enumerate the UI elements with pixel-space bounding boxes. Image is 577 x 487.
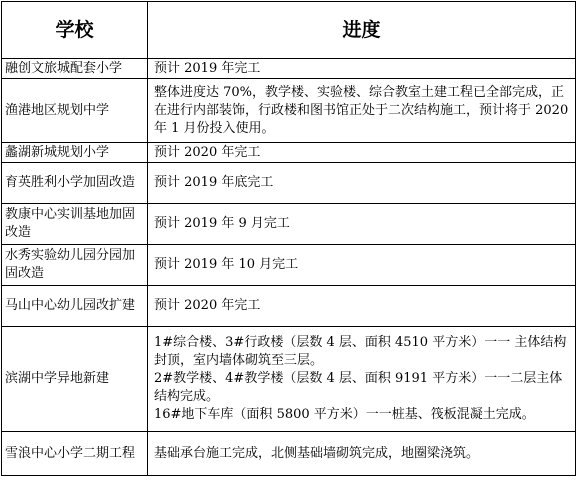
- table-header-row: [2, 2, 576, 59]
- progress-text: 预计 2019 年 9 月完工: [148, 204, 576, 245]
- school-name: 渔港地区规划中学: [2, 79, 148, 143]
- progress-text: 预计 2019 年底完工: [148, 163, 576, 204]
- table-row: [2, 163, 576, 204]
- progress-text: 预计 2020 年完工: [148, 143, 576, 163]
- school-name: 教康中心实训基地加固改造: [2, 204, 148, 245]
- progress-text: 预计 2019 年完工: [148, 59, 576, 79]
- progress-text: 1#综合楼、3#行政楼（层数 4 层、面积 4510 平方米）一一 主体结构封顶，室内墙体砌筑至三层。 2#教学楼、4#教学楼（层数 4 层、面积 9191 平方米）一一二层主体结构完成。 16#地下车库（面积 5800 平方米）一一桩基、筏板混凝土完成。: [148, 327, 576, 432]
- school-progress-table: [1, 1, 576, 476]
- table-row: [2, 245, 576, 286]
- header-progress: 进度: [148, 2, 576, 59]
- table-row: [2, 327, 576, 432]
- school-name: 滨湖中学异地新建: [2, 327, 148, 432]
- table-row: [2, 286, 576, 327]
- school-name: 马山中心幼儿园改扩建: [2, 286, 148, 327]
- table-row: [2, 432, 576, 476]
- school-name: 蠡湖新城规划小学: [2, 143, 148, 163]
- progress-text: 预计 2019 年 10 月完工: [148, 245, 576, 286]
- progress-text: 整体进度达 70%，教学楼、实验楼、综合教室土建工程已全部完成，正在进行内部装饰，行政楼和图书馆正处于二次结构施工，预计将于 2020 年 1 月份投入使用。: [148, 79, 576, 143]
- table-row: [2, 79, 576, 143]
- progress-text: 预计 2020 年完工: [148, 286, 576, 327]
- table-row: [2, 143, 576, 163]
- table-row: [2, 59, 576, 79]
- school-name: 融创文旅城配套小学: [2, 59, 148, 79]
- school-name: 育英胜利小学加固改造: [2, 163, 148, 204]
- table-row: [2, 204, 576, 245]
- header-school: 学校: [2, 2, 148, 59]
- school-name: 水秀实验幼儿园分园加固改造: [2, 245, 148, 286]
- school-name: 雪浪中心小学二期工程: [2, 432, 148, 476]
- progress-text: 基础承台施工完成，北侧基础墙砌筑完成，地圈梁浇筑。: [148, 432, 576, 476]
